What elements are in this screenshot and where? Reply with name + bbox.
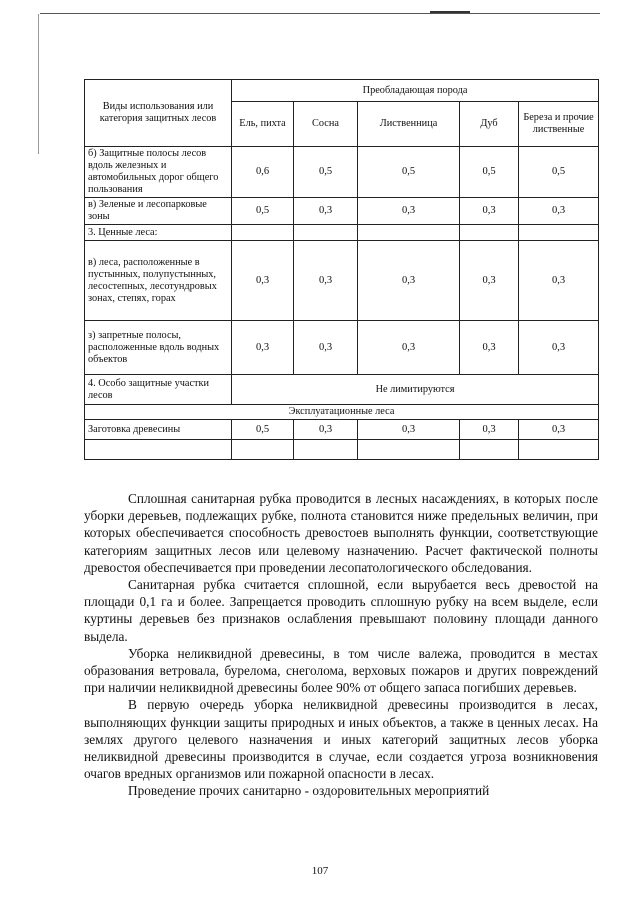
header-dominant-species: Преобладающая порода: [232, 80, 599, 102]
scan-mark: [430, 11, 470, 13]
row-label: 4. Особо защитные участки лесов: [85, 375, 232, 405]
empty-cell: [294, 440, 358, 460]
paragraph: Сплошная санитарная рубка проводится в лесных насаждениях, в которых после уборки деревьев, подлежащих рубке, полнота становится ниже предельных величин, при которых обеспечивается способность древостоев выполнять функции, соответствующие категориям защитных лесов или целевому назначению. Расчет фактической полноты древостоя обеспечивается при проведении лесопатологического обследования.: [84, 491, 598, 575]
density-table: [84, 79, 599, 460]
cell-value: 0,5: [294, 147, 358, 198]
empty-cell: [519, 440, 599, 460]
page-number: 107: [311, 865, 329, 877]
header-species: Ель, пихта: [232, 102, 294, 147]
empty-cell: [358, 440, 460, 460]
row-label: 3. Ценные леса:: [85, 225, 232, 241]
empty-cell: [358, 225, 460, 241]
empty-cell: [519, 225, 599, 241]
empty-cell: [232, 225, 294, 241]
cell-value: 0,3: [358, 198, 460, 225]
cell-value: 0,3: [294, 321, 358, 375]
cell-value: 0,5: [232, 420, 294, 440]
empty-cell: [460, 225, 519, 241]
cell-value: 0,6: [232, 147, 294, 198]
row-label: в) леса, расположенные в пустынных, полупустынных, лесостепных, лесотундровых зонах, степях, горах: [85, 241, 232, 321]
cell-value: 0,5: [232, 198, 294, 225]
table-row: [85, 241, 599, 321]
paragraph: Проведение прочих санитарно - оздоровительных мероприятий: [128, 783, 490, 799]
row-label: б) Защитные полосы лесов вдоль железных и автомобильных дорог общего пользования: [85, 147, 232, 198]
cell-value: 0,3: [460, 241, 519, 321]
cell-value: 0,5: [519, 147, 599, 198]
paragraph: Уборка неликвидной древесины, в том числе валежа, проводится в местах образования ветровала, бурелома, снеголома, верховых пожаров и других повреждений при наличии неликвидной древесины более 90% от общего запаса погибших деревьев.: [84, 645, 598, 696]
row-label: в) Зеленые и лесопарковые зоны: [85, 198, 232, 225]
cell-value: 0,3: [519, 241, 599, 321]
scan-edge-left: [38, 14, 39, 154]
row-label: з) запретные полосы, расположенные вдоль водных объектов: [85, 321, 232, 375]
paragraph: Санитарная рубка считается сплошной, если вырубается весь древостой на площади 0,1 га и более. Запрещается проводить сплошную рубку на всем выделе, если куртины деревьев без признаков ослабления превышают половину площади данного выдела.: [84, 577, 598, 644]
cell-value: 0,3: [460, 321, 519, 375]
body-text: [84, 490, 598, 800]
header-species: Сосна: [294, 102, 358, 147]
cell-value: 0,3: [519, 420, 599, 440]
cell-value: 0,3: [460, 420, 519, 440]
cell-value: 0,5: [460, 147, 519, 198]
cell-value: 0,3: [519, 198, 599, 225]
cell-value: 0,3: [294, 198, 358, 225]
table-row: [85, 420, 599, 440]
cell-value: 0,3: [358, 420, 460, 440]
cell-value: 0,3: [294, 420, 358, 440]
cell-value: 0,3: [519, 321, 599, 375]
section-exploitation-forests: Эксплуатационные леса: [85, 405, 599, 420]
header-species: Дуб: [460, 102, 519, 147]
cell-value: 0,3: [294, 241, 358, 321]
table-row: [85, 147, 599, 198]
table-row: [85, 198, 599, 225]
table-row: [85, 321, 599, 375]
header-usage-type: Виды использования или категория защитных лесов: [85, 80, 232, 147]
empty-cell: [85, 440, 232, 460]
cell-value: 0,3: [232, 241, 294, 321]
table-row-section: [85, 405, 599, 420]
empty-cell: [232, 440, 294, 460]
empty-cell: [294, 225, 358, 241]
paragraph: В первую очередь уборка неликвидной древесины производится в лесах, выполняющих функции защиты природных и иных объектов, а также в ценных лесах. На землях другого целевого назначения и иных категорий защитных лесов уборка неликвидной древесины производится в случае, если создается угроза возникновения очагов вредных организмов или пожарной опасности в лесах.: [84, 697, 598, 782]
table-row: [85, 225, 599, 241]
table-row: [85, 375, 599, 405]
empty-cell: [460, 440, 519, 460]
row-label: Заготовка древесины: [85, 420, 232, 440]
cell-value: 0,3: [358, 241, 460, 321]
merged-cell-not-limited: Не лимитируются: [232, 375, 599, 405]
scan-edge-top: [40, 13, 600, 14]
header-species: Лиственница: [358, 102, 460, 147]
cell-value: 0,3: [460, 198, 519, 225]
cell-value: 0,5: [358, 147, 460, 198]
header-species: Береза и прочие лиственные: [519, 102, 599, 147]
cell-value: 0,3: [358, 321, 460, 375]
table-row-empty: [85, 440, 599, 460]
cell-value: 0,3: [232, 321, 294, 375]
